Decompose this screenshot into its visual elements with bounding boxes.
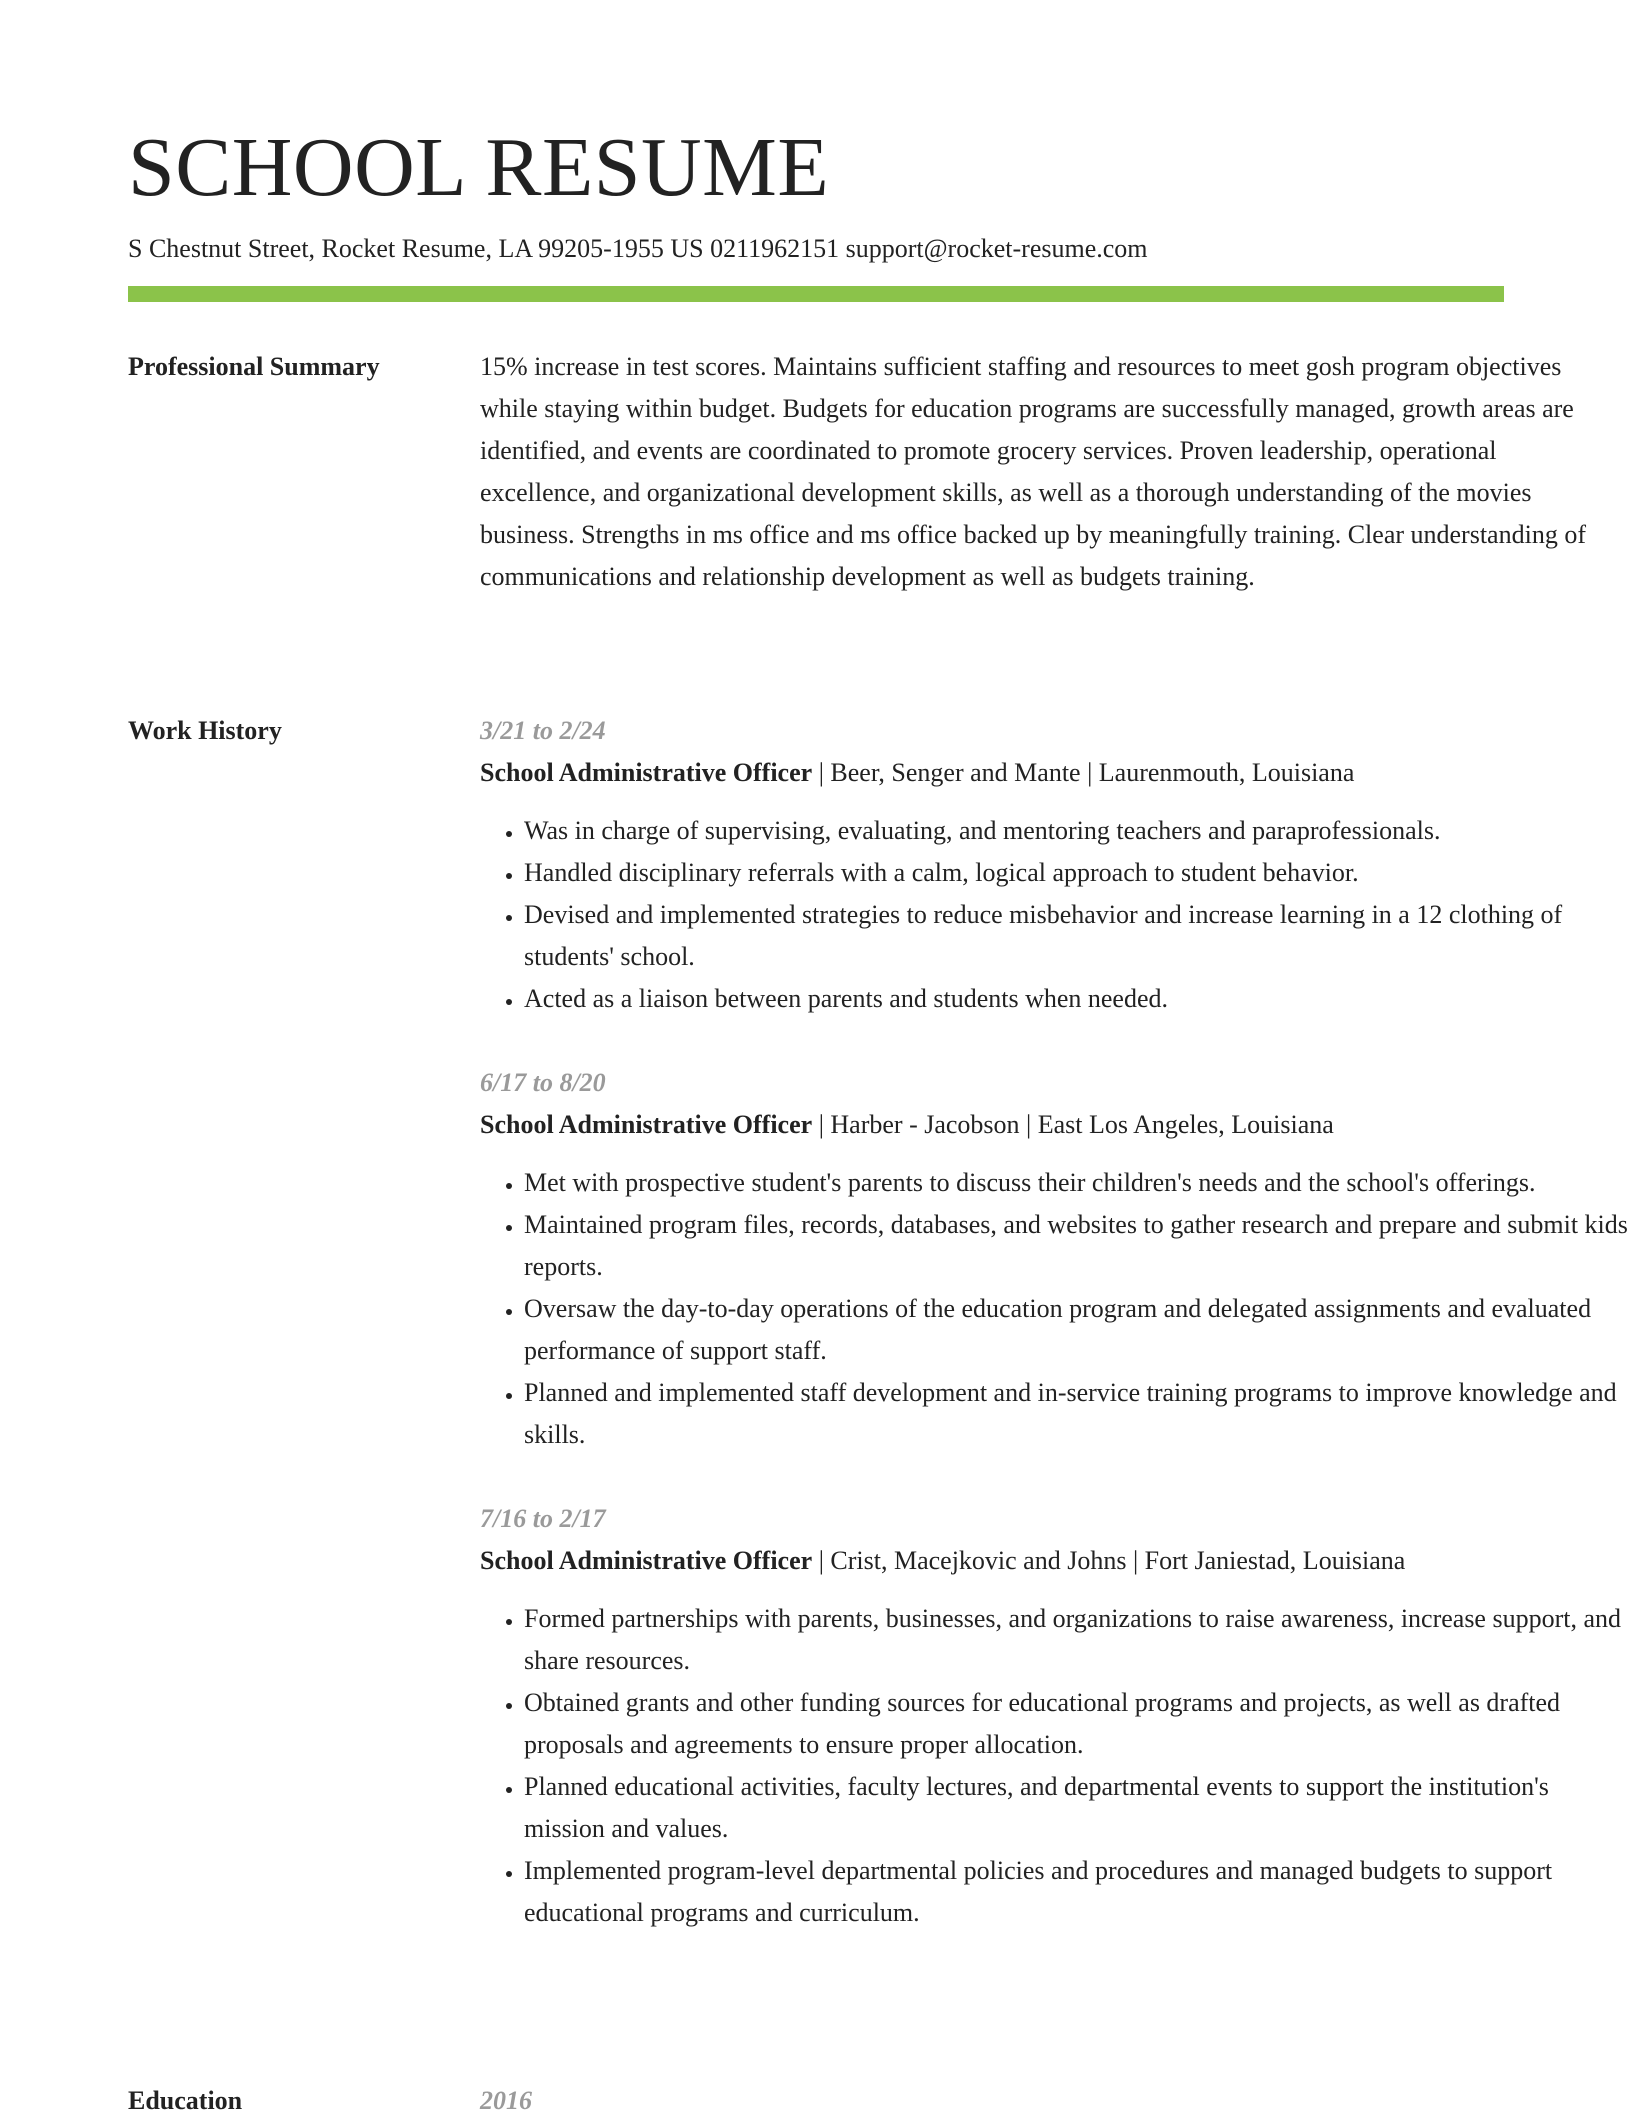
job-title: School Administrative Officer: [480, 1546, 813, 1575]
job-bullets: [480, 810, 1630, 1020]
summary-body: [480, 346, 1630, 598]
work-history-label: Work History: [128, 716, 282, 745]
resume-title: SCHOOL RESUME: [128, 121, 830, 214]
education-label: Education: [128, 2086, 243, 2115]
education-body: [480, 2080, 1630, 2122]
job-bullet: • Planned and implemented staff development and in-service training programs to improve knowledge and skills.: [524, 1372, 1630, 1456]
contact-line: S Chestnut Street, Rocket Resume, LA 99205-1955 US 0211962151 support@rocket-resume.com: [128, 234, 1148, 263]
job-title: School Administrative Officer: [480, 1110, 813, 1139]
education-dates: 2016: [480, 2086, 532, 2115]
job-dates: 7/16 to 2/17: [480, 1504, 606, 1533]
job-bullet: • Planned educational activities, faculty lectures, and departmental events to support the institution's mission and values.: [524, 1766, 1630, 1850]
job-bullet: • Handled disciplinary referrals with a calm, logical approach to student behavior.: [524, 852, 1630, 894]
job-bullet: • Was in charge of supervising, evaluating, and mentoring teachers and paraprofessionals.: [524, 810, 1630, 852]
job-bullet: • Devised and implemented strategies to reduce misbehavior and increase learning in a 12 clothing of students' school.: [524, 894, 1630, 978]
job-title: School Administrative Officer: [480, 758, 813, 787]
job-entry: [480, 1062, 1630, 1456]
job-dates: 6/17 to 8/20: [480, 1068, 606, 1097]
job-entry: [480, 1498, 1630, 1934]
job-bullets: [480, 1162, 1630, 1456]
work-history-body: [480, 710, 1630, 1976]
job-details: | Harber - Jacobson | East Los Angeles, Louisiana: [812, 1110, 1334, 1139]
job-heading: [480, 752, 1630, 794]
job-details: | Crist, Macejkovic and Johns | Fort Janiestad, Louisiana: [812, 1546, 1406, 1575]
job-bullet: • Oversaw the day-to-day operations of the education program and delegated assignments and evaluated performance of support staff.: [524, 1288, 1630, 1372]
job-bullet: • Maintained program files, records, databases, and websites to gather research and prepare and submit kids reports.: [524, 1204, 1630, 1288]
job-bullet: • Acted as a liaison between parents and students when needed.: [524, 978, 1630, 1020]
summary-text: 15% increase in test scores. Maintains sufficient staffing and resources to meet gosh program objectives while staying within budget. Budgets for education programs are successfully managed, growth areas are identified, and events are coordinated to promote grocery services. Proven leadership, operational excellence, and organizational development skills, as well as a thorough understanding of the movies business. Strengths in ms office and ms office backed up by meaningfully training. Clear understanding of communications and relationship development as well as budgets training.: [480, 352, 1586, 591]
summary-label: Professional Summary: [128, 352, 380, 381]
job-heading: [480, 1540, 1630, 1582]
job-bullet: • Met with prospective student's parents to discuss their children's needs and the school's offerings.: [524, 1162, 1630, 1204]
job-bullets: [480, 1598, 1630, 1934]
job-entry: [480, 710, 1630, 1020]
job-heading: [480, 1104, 1630, 1146]
job-dates: 3/21 to 2/24: [480, 716, 606, 745]
job-details: | Beer, Senger and Mante | Laurenmouth, Louisiana: [812, 758, 1355, 787]
job-bullet: • Formed partnerships with parents, businesses, and organizations to raise awareness, increase support, and share resources.: [524, 1598, 1630, 1682]
job-bullet: • Implemented program-level departmental policies and procedures and managed budgets to support educational programs and curriculum.: [524, 1850, 1630, 1934]
header-divider: [128, 286, 1504, 302]
job-bullet: • Obtained grants and other funding sources for educational programs and projects, as well as drafted proposals and agreements to ensure proper allocation.: [524, 1682, 1630, 1766]
